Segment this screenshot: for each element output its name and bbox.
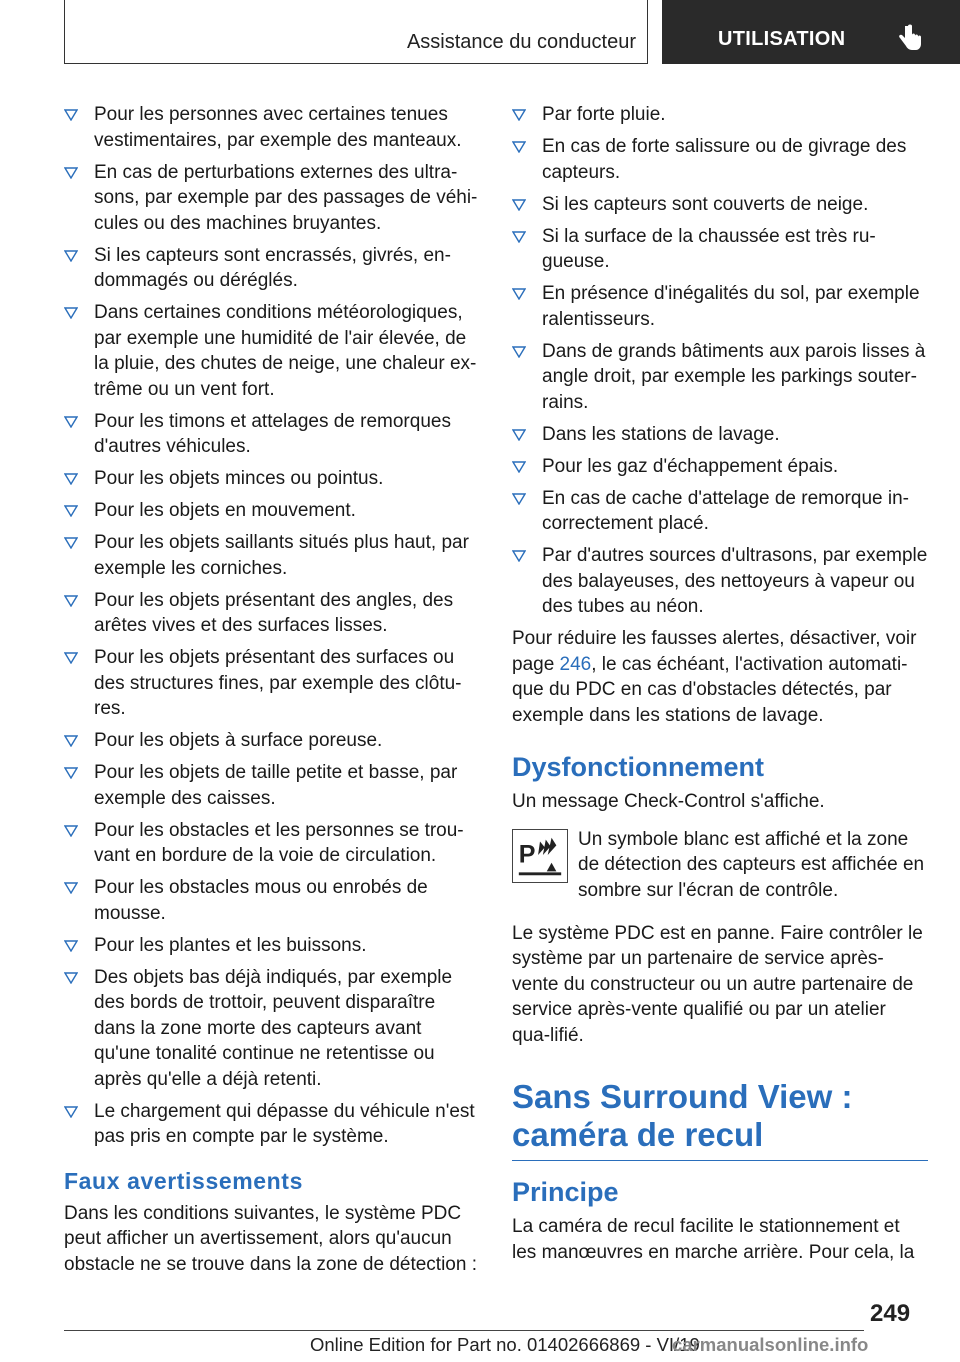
svg-text:P: P [518, 840, 536, 869]
list-item [512, 422, 928, 448]
list-item [64, 588, 480, 639]
list-item-text: Par d'autres sources d'ultrasons, par exemple des balayeuses, des nettoyeurs à vapeur ou des tubes au néon. [542, 545, 928, 617]
reduce-text: Pour réduire les fausses alertes, désactiver, voir page 246, le cas échéant, l'activation automati-que du PDC en cas d'obstacles détectés, par exemple dans les stations de lavage. [512, 628, 917, 726]
list-item [512, 192, 928, 218]
list-item-text: Si les capteurs sont encrassés, givrés, en-dommagés ou déréglés. [94, 244, 451, 291]
bullet-triangle-icon [512, 493, 526, 505]
list-item-text: Pour les objets présentant des surfaces ou des structures fines, par exemple des clôtu-res. [94, 647, 462, 719]
list-item [64, 818, 480, 869]
list-item [64, 728, 480, 754]
bullet-triangle-icon [512, 429, 526, 441]
list-item-text: Si la surface de la chaussée est très ru-gueuse. [542, 225, 876, 272]
bullet-triangle-icon [512, 346, 526, 358]
hand-pointer-icon [896, 24, 922, 52]
header-section-title: Assistance du conducteur [406, 31, 636, 53]
list-item-text: Pour les objets minces ou pointus. [94, 468, 384, 489]
bullet-triangle-icon [64, 1106, 78, 1118]
list-item-text: Par forte pluie. [542, 104, 666, 125]
bullet-triangle-icon [512, 109, 526, 121]
list-item-text: Des objets bas déjà indiqués, par exemple des bords de trottoir, peuvent disparaître dans la zone morte des capteurs avant qu'une tonalité continue ne retentisse ou après qu'elle a déjà retenti. [94, 966, 453, 1090]
list-item [64, 760, 480, 811]
bullet-triangle-icon [64, 652, 78, 664]
left-bullet-list [64, 102, 480, 1150]
check-control-text: Un symbole blanc est affiché et la zone de détection des capteurs est affichée en sombre sur l'écran de contrôle. [578, 828, 925, 901]
principe-heading: Principe [512, 1177, 619, 1207]
section-heading: Sans Surround View : caméra de recul [512, 1078, 928, 1161]
list-item-text: Pour les objets saillants situés plus haut, par exemple les corniches. [94, 532, 469, 579]
bullet-triangle-icon [64, 473, 78, 485]
header-chapter-label: UTILISATION [718, 28, 846, 50]
bullet-triangle-icon [512, 231, 526, 243]
list-item-text: Pour les gaz d'échappement épais. [542, 455, 839, 477]
list-item [64, 1099, 480, 1150]
list-item-text: Dans les stations de lavage. [542, 423, 780, 445]
bullet-triangle-icon [64, 735, 78, 747]
check-control-row [512, 827, 928, 907]
left-column [64, 102, 480, 1289]
faux-text: Dans les conditions suivantes, le système PDC peut afficher un avertissement, alors qu'aucun obstacle ne se trouve dans la zone de détection : [64, 1202, 477, 1275]
dys-text: Le système PDC est en panne. Faire contrôler le système par un partenaire de service après-vente du constructeur ou un autre partenaire de service après-vente qualifié ou par un atelier qua-lifié. [512, 922, 923, 1046]
bullet-triangle-icon [64, 250, 78, 262]
list-item [512, 281, 928, 332]
list-item-text: Pour les personnes avec certaines tenues vestimentaires, par exemple des manteaux. [94, 104, 462, 151]
footer-watermark: carmanualsonline.info [672, 1334, 869, 1355]
pdc-warning-icon [512, 829, 568, 883]
list-item [64, 965, 480, 1093]
bullet-triangle-icon [512, 550, 526, 562]
header-chapter-tab [662, 0, 960, 64]
list-item [64, 645, 480, 722]
list-item-text: Pour les objets de taille petite et basse, par exemple des caisses. [94, 762, 458, 809]
footer-rule [64, 1330, 864, 1331]
bullet-triangle-icon [64, 537, 78, 549]
list-item [64, 102, 480, 153]
list-item [512, 454, 928, 480]
list-item [64, 498, 480, 524]
bullet-triangle-icon [512, 461, 526, 473]
bullet-triangle-icon [512, 141, 526, 153]
list-item [64, 243, 480, 294]
list-item-text: En cas de perturbations externes des ultra-sons, par exemple par des passages de véhi-cules ou des machines bruyantes. [94, 161, 478, 234]
list-item-text: Pour les obstacles mous ou enrobés de mousse. [94, 877, 428, 924]
list-item [512, 102, 928, 128]
page-link[interactable]: 246 [559, 653, 592, 675]
list-item-text: Dans de grands bâtiments aux parois lisses à angle droit, par exemple les parkings souter-rains. [542, 340, 926, 413]
bullet-triangle-icon [64, 940, 78, 952]
list-item [512, 339, 928, 416]
list-item [64, 466, 480, 492]
dys-intro: Un message Check-Control s'affiche. [512, 791, 825, 812]
page-number: 249 [870, 1300, 911, 1327]
list-item [64, 933, 480, 959]
faux-heading: Faux avertissements [64, 1167, 303, 1194]
bullet-triangle-icon [64, 595, 78, 607]
bullet-triangle-icon [64, 767, 78, 779]
bullet-triangle-icon [64, 505, 78, 517]
list-item [64, 409, 480, 460]
dys-heading: Dysfonctionnement [512, 752, 765, 782]
list-item-text: En cas de forte salissure ou de givrage des capteurs. [542, 136, 907, 183]
list-item-text: Pour les objets à surface poreuse. [94, 730, 383, 751]
bullet-triangle-icon [512, 199, 526, 211]
list-item [64, 530, 480, 581]
footer-edition: Online Edition for Part no. 01402666869 - VI/19 [310, 1334, 700, 1355]
list-item [512, 486, 928, 537]
list-item-text: Le chargement qui dépasse du véhicule n'est pas pris en compte par le système. [94, 1100, 475, 1147]
list-item-text: En présence d'inégalités du sol, par exemple ralentisseurs. [542, 283, 920, 330]
list-item-text: Pour les timons et attelages de remorques d'autres véhicules. [94, 410, 451, 457]
list-item-text: Pour les objets en mouvement. [94, 500, 356, 521]
list-item-text: Pour les objets présentant des angles, des arêtes vives et des surfaces lisses. [94, 589, 454, 636]
list-item-text: Pour les plantes et les buissons. [94, 934, 367, 956]
list-item [64, 300, 480, 402]
list-item [512, 543, 928, 620]
list-item [512, 134, 928, 185]
list-item-text: Dans certaines conditions météorologiques, par exemple une humidité de l'air élevée, de la pluie, des chutes de neige, une chaleur ex-trême ou un vent fort. [94, 302, 477, 400]
bullet-triangle-icon [64, 882, 78, 894]
bullet-triangle-icon [64, 972, 78, 984]
bullet-triangle-icon [512, 288, 526, 300]
list-item-text: Si les capteurs sont couverts de neige. [542, 193, 869, 215]
right-bullet-list [512, 102, 928, 620]
list-item-text: En cas de cache d'attelage de remorque in-correctement placé. [542, 487, 909, 534]
bullet-triangle-icon [64, 109, 78, 121]
list-item-text: Pour les obstacles et les personnes se trou-vant en bordure de la voie de circulation. [94, 819, 464, 866]
bullet-triangle-icon [64, 167, 78, 179]
bullet-triangle-icon [64, 307, 78, 319]
right-column [512, 102, 928, 1277]
list-item [512, 224, 928, 275]
principe-text: La caméra de recul facilite le stationnement et les manœuvres en marche arrière. Pour cela, la [512, 1216, 915, 1263]
list-item [64, 160, 480, 237]
bullet-triangle-icon [64, 825, 78, 837]
bullet-triangle-icon [64, 416, 78, 428]
list-item [64, 875, 480, 926]
